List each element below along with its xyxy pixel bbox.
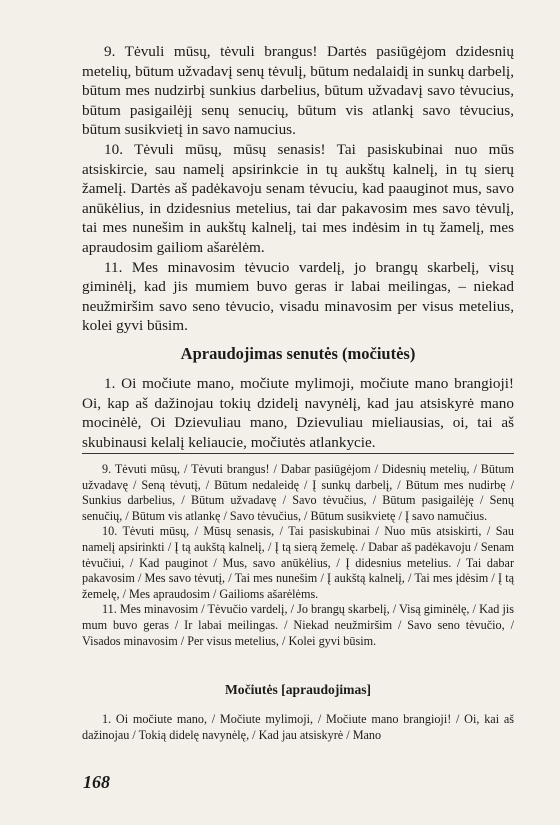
footnote-9: 9. Tėvuti mūsų, / Tėvuti brangus! / Dabar pasiūgėjom / Didesnių metelių, / Būtum užvadavę / Seną tėvutį, / Būtum nedaleidę / Į sunkų darbelį, / Būtum mes nudirbę / Sunkius darbelius, / Būtum užvadavę / Savo tėvučius, / Būtum pasigailėję / Senų senučių, / Būtum vis atlankę / Savo tėvučius, / Būtum susikvietę / Į savo namučius. — [82, 462, 514, 523]
main-text — [82, 42, 514, 336]
paragraph-11: 11. Mes minavosim tėvucio vardelį, jo brangų skarbelį, visų giminėlį, kad jis mumiem buvo geras ir labai meilingas, – niekad neužmiršim savo seno tėvucio, visadu minavosim per visus metelius, kolei gyvi būsim. — [82, 258, 514, 335]
footnote-verse-1: 1. Oi močiute mano, / Močiute mylimoji, / Močiute mano brangioji! / Oi, kai aš dažinojau / Tokią didelę navynėlę, / Kad jau atsiskyrė / Mano — [82, 712, 514, 742]
paragraph-9: 9. Tėvuli mūsų, tėvuli brangus! Dartės pasiūgėjom dzidesnių metelių, būtum užvadavį senų tėvulį, būtum nedalaidį in sunkų darbelį, būtum mes nudzirbį sunkius darbelius, būtum užvadavį savo tėvucius, būtum pasigailėjį senų senucių, būtum vis atlankį savo tėvucius, būtum susikvietį in savo namucius. — [82, 43, 514, 139]
section-title: Apraudojimas senutės (močiutės) — [180, 344, 416, 363]
paragraph-10: 10. Tėvuli mūsų, mūsų senasis! Tai pasiskubinai nuo mūs atsiskircie, sau namelį apsirinkcie in tų aukštų kalnelį, in tų sierų žamelį. Dartės aš padėkavoju senam tėvuciu, kad paauginot mus, savo anūkėlius, in dzidesnius metelius, tai dar pakavosim mes savo tėvulį, tai mes nunešim in aukštų kalnelį, tai mes indėsim in tų žamelį, mes apraudosim gailiom ašarėlėm. — [82, 140, 514, 256]
page-number: 168 — [83, 772, 110, 792]
verse-text — [82, 374, 514, 452]
footnote-11: 11. Mes minavosim / Tėvučio vardelį, / Jo brangų skarbelį, / Visą giminėlę, / Kad jis mum buvo geras / Ir labai meilingas. / Niekad neužmiršim / Savo seno tėvučio, / Visados minavosim / Per visus metelius, / Kolei gyvi būsim. — [82, 602, 514, 648]
footnotes — [82, 462, 514, 649]
footnotes-verse — [82, 712, 514, 743]
subsection-title: Močiutės [apraudojimas] — [224, 682, 372, 697]
footnote-10: 10. Tėvuti mūsų, / Mūsų senasis, / Tai pasiskubinai / Nuo mūs atsiskirti, / Sau namelį apsirinkti / Į tą aukštą kalnelį, / Į tą sierą žemelę. / Dabar aš padėkavoju / Senam tėvučiui, / Kad pauginot / Mus, savo anūkėlius, / Į didesnius metelius. / Tai dabar pakavosim / Mes savo tėvutį, / Tai mes nunešim / Į aukštą kalnelį, / Tai mes įdėsim / Į tą žemelę, / Mes apraudosim / Gailioms ašarėlėms. — [82, 524, 514, 601]
verse-1: 1. Oi močiute mano, močiute mylimoji, močiute mano brangioji! Oi, kap aš dažinojau tokių dzidelį navynėlį, kad jau atsiskyrė mano mocinėlė, Oi Dzievuliau mano, Dzievuliau mieliausias, oi, tai aš skubinausi kelalį keliaucie, močiutės atlankycie. — [82, 375, 514, 451]
footnote-divider — [82, 453, 514, 454]
